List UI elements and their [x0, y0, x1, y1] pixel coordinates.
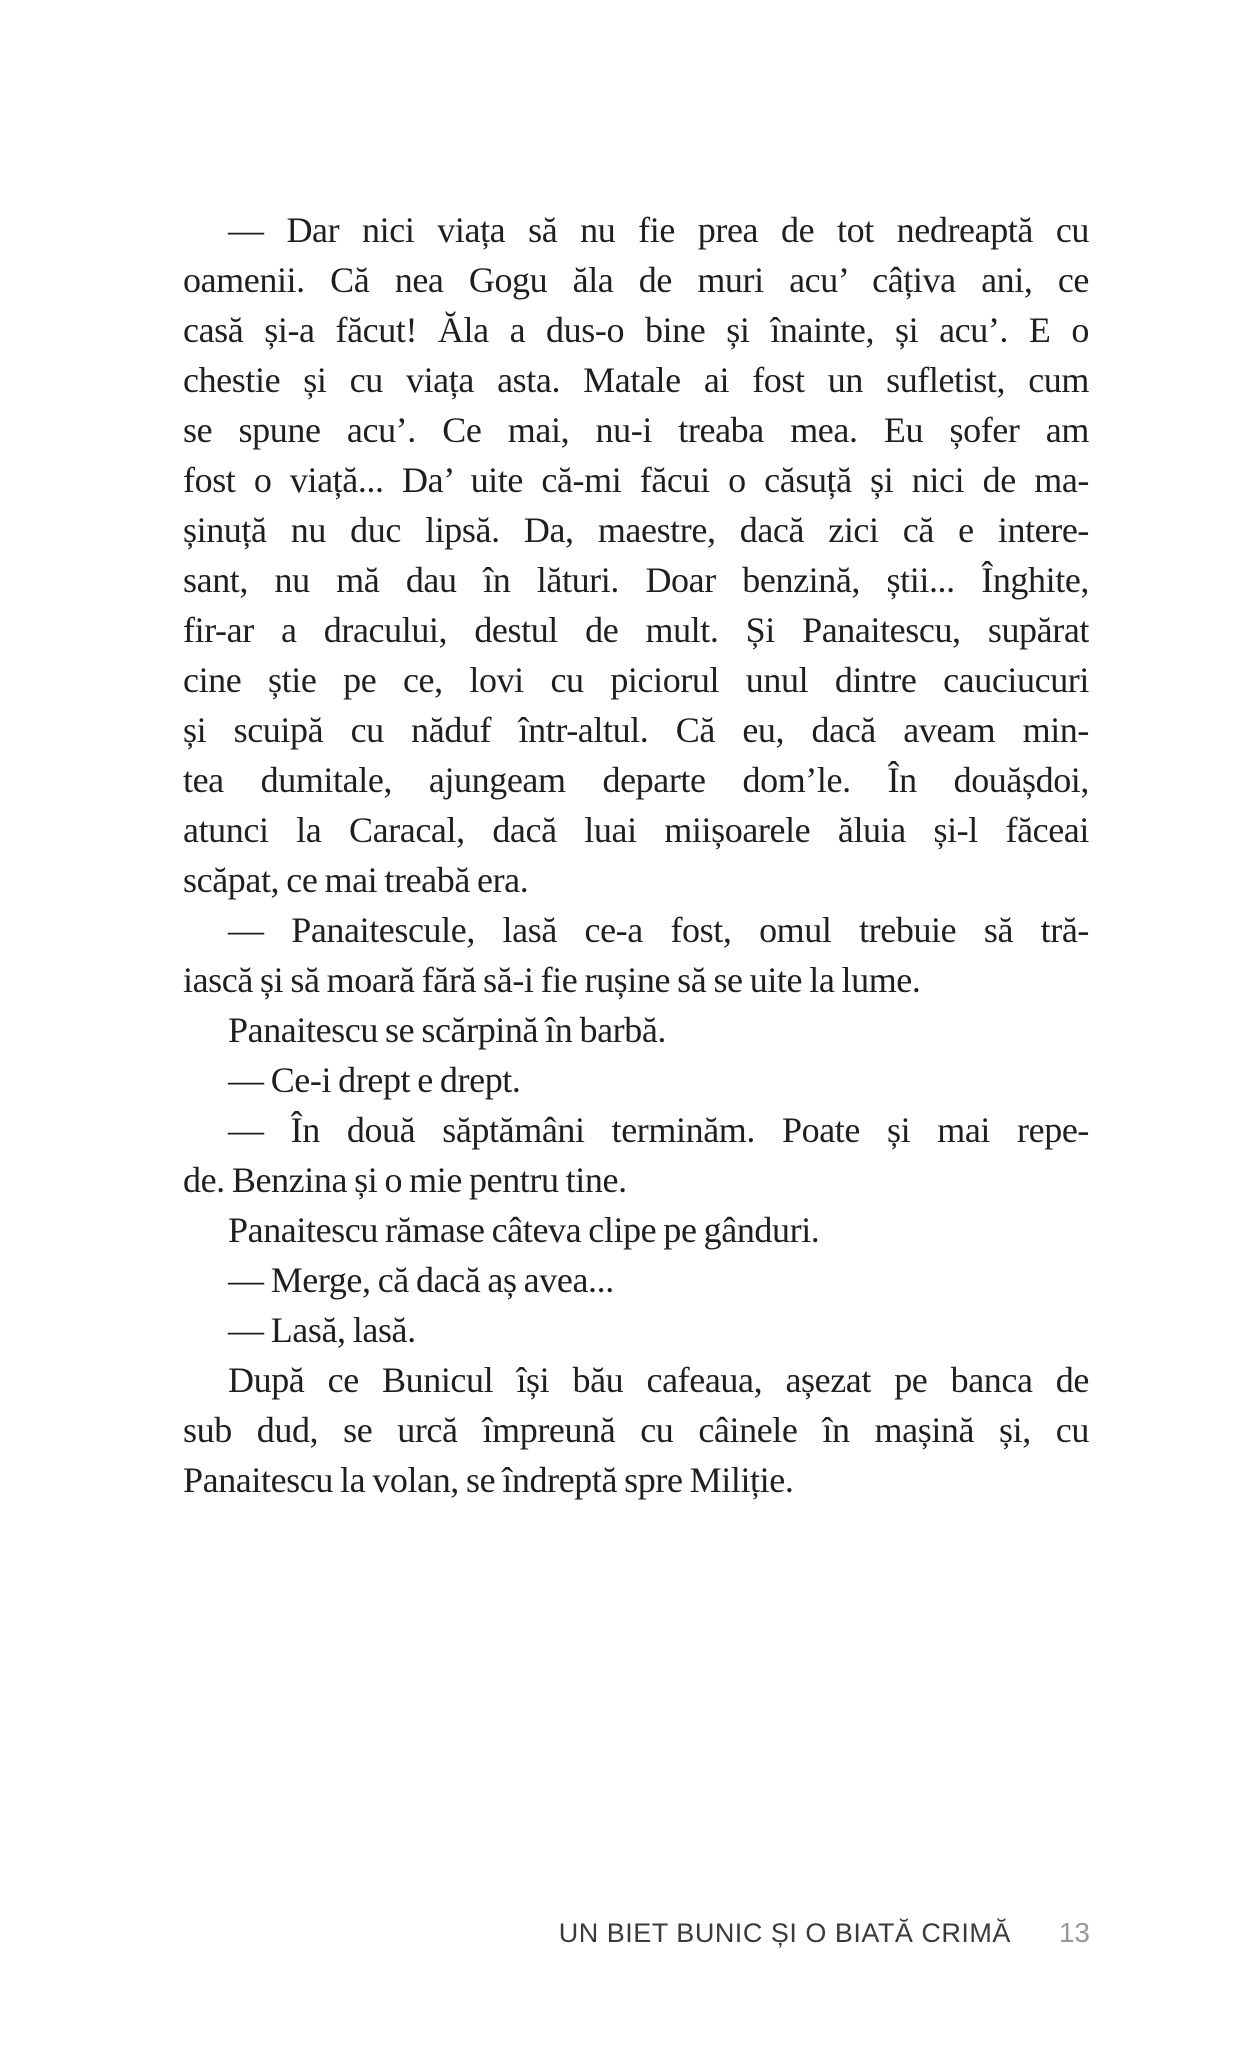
- paragraph: [183, 1305, 1089, 1355]
- page-number: 13: [1058, 1917, 1090, 1948]
- text-line: — Dar nici viața să nu fie prea de tot nedreaptă cu: [228, 210, 1089, 250]
- text-line: se spune acu’. Ce mai, nu-i treaba mea. Eu șofer am: [183, 410, 1089, 450]
- text-line: — Merge, că dacă aș avea...: [228, 1260, 614, 1300]
- text-line: și scuipă cu năduf într-altul. Că eu, dacă aveam min-: [183, 710, 1089, 750]
- running-title: UN BIET BUNIC ȘI O BIATĂ CRIMĂ: [558, 1918, 1011, 1948]
- text-line: sub dud, se urcă împreună cu câinele în mașină și, cu: [183, 1410, 1089, 1450]
- text-line: atunci la Caracal, dacă luai miișoarele ăluia și-l făceai: [183, 810, 1089, 850]
- paragraph: [183, 1005, 1089, 1055]
- text-line: iască și să moară fără să-i fie rușine să se uite la lume.: [183, 960, 921, 1000]
- text-line: — Panaitescule, lasă ce-a fost, omul trebuie să tră-: [228, 910, 1089, 950]
- paragraph: [183, 1355, 1089, 1505]
- text-line: tea dumitale, ajungeam departe dom’le. În douășdoi,: [183, 760, 1089, 800]
- text-line: Panaitescu la volan, se îndreptă spre Miliție.: [183, 1460, 794, 1500]
- text-line: fost o viață... Da’ uite că-mi făcui o căsuță și nici de ma-: [183, 460, 1089, 500]
- text-line: oamenii. Că nea Gogu ăla de muri acu’ câțiva ani, ce: [183, 260, 1089, 300]
- text-line: fir-ar a dracului, destul de mult. Și Panaitescu, supărat: [183, 610, 1089, 650]
- paragraph: [183, 1205, 1089, 1255]
- text-line: Panaitescu rămase câteva clipe pe gânduri.: [228, 1210, 820, 1250]
- text-line: scăpat, ce mai treabă era.: [183, 860, 529, 900]
- paragraph: [183, 905, 1089, 1005]
- text-line: — Lasă, lasă.: [228, 1310, 416, 1350]
- text-line: După ce Bunicul își bău cafeaua, așezat pe banca de: [228, 1360, 1089, 1400]
- body-text: [183, 205, 1089, 1505]
- text-line: Panaitescu se scărpină în barbă.: [228, 1010, 667, 1050]
- paragraph: [183, 1055, 1089, 1105]
- text-line: șinuță nu duc lipsă. Da, maestre, dacă zici că e intere-: [183, 510, 1089, 550]
- text-line: sant, nu mă dau în lături. Doar benzină, știi... Înghite,: [183, 560, 1089, 600]
- text-line: — În două săptămâni terminăm. Poate și mai repe-: [228, 1110, 1089, 1150]
- paragraph: [183, 1255, 1089, 1305]
- page-footer: [183, 1917, 1090, 1949]
- text-line: cine știe pe ce, lovi cu piciorul unul dintre cauciucuri: [183, 660, 1089, 700]
- paragraph: [183, 1105, 1089, 1205]
- text-line: casă și-a făcut! Ăla a dus-o bine și înainte, și acu’. E o: [183, 310, 1089, 350]
- text-line: de. Benzina și o mie pentru tine.: [183, 1160, 627, 1200]
- text-line: chestie și cu viața asta. Matale ai fost un sufletist, cum: [183, 360, 1089, 400]
- paragraph: [183, 205, 1089, 905]
- text-line: — Ce-i drept e drept.: [228, 1060, 521, 1100]
